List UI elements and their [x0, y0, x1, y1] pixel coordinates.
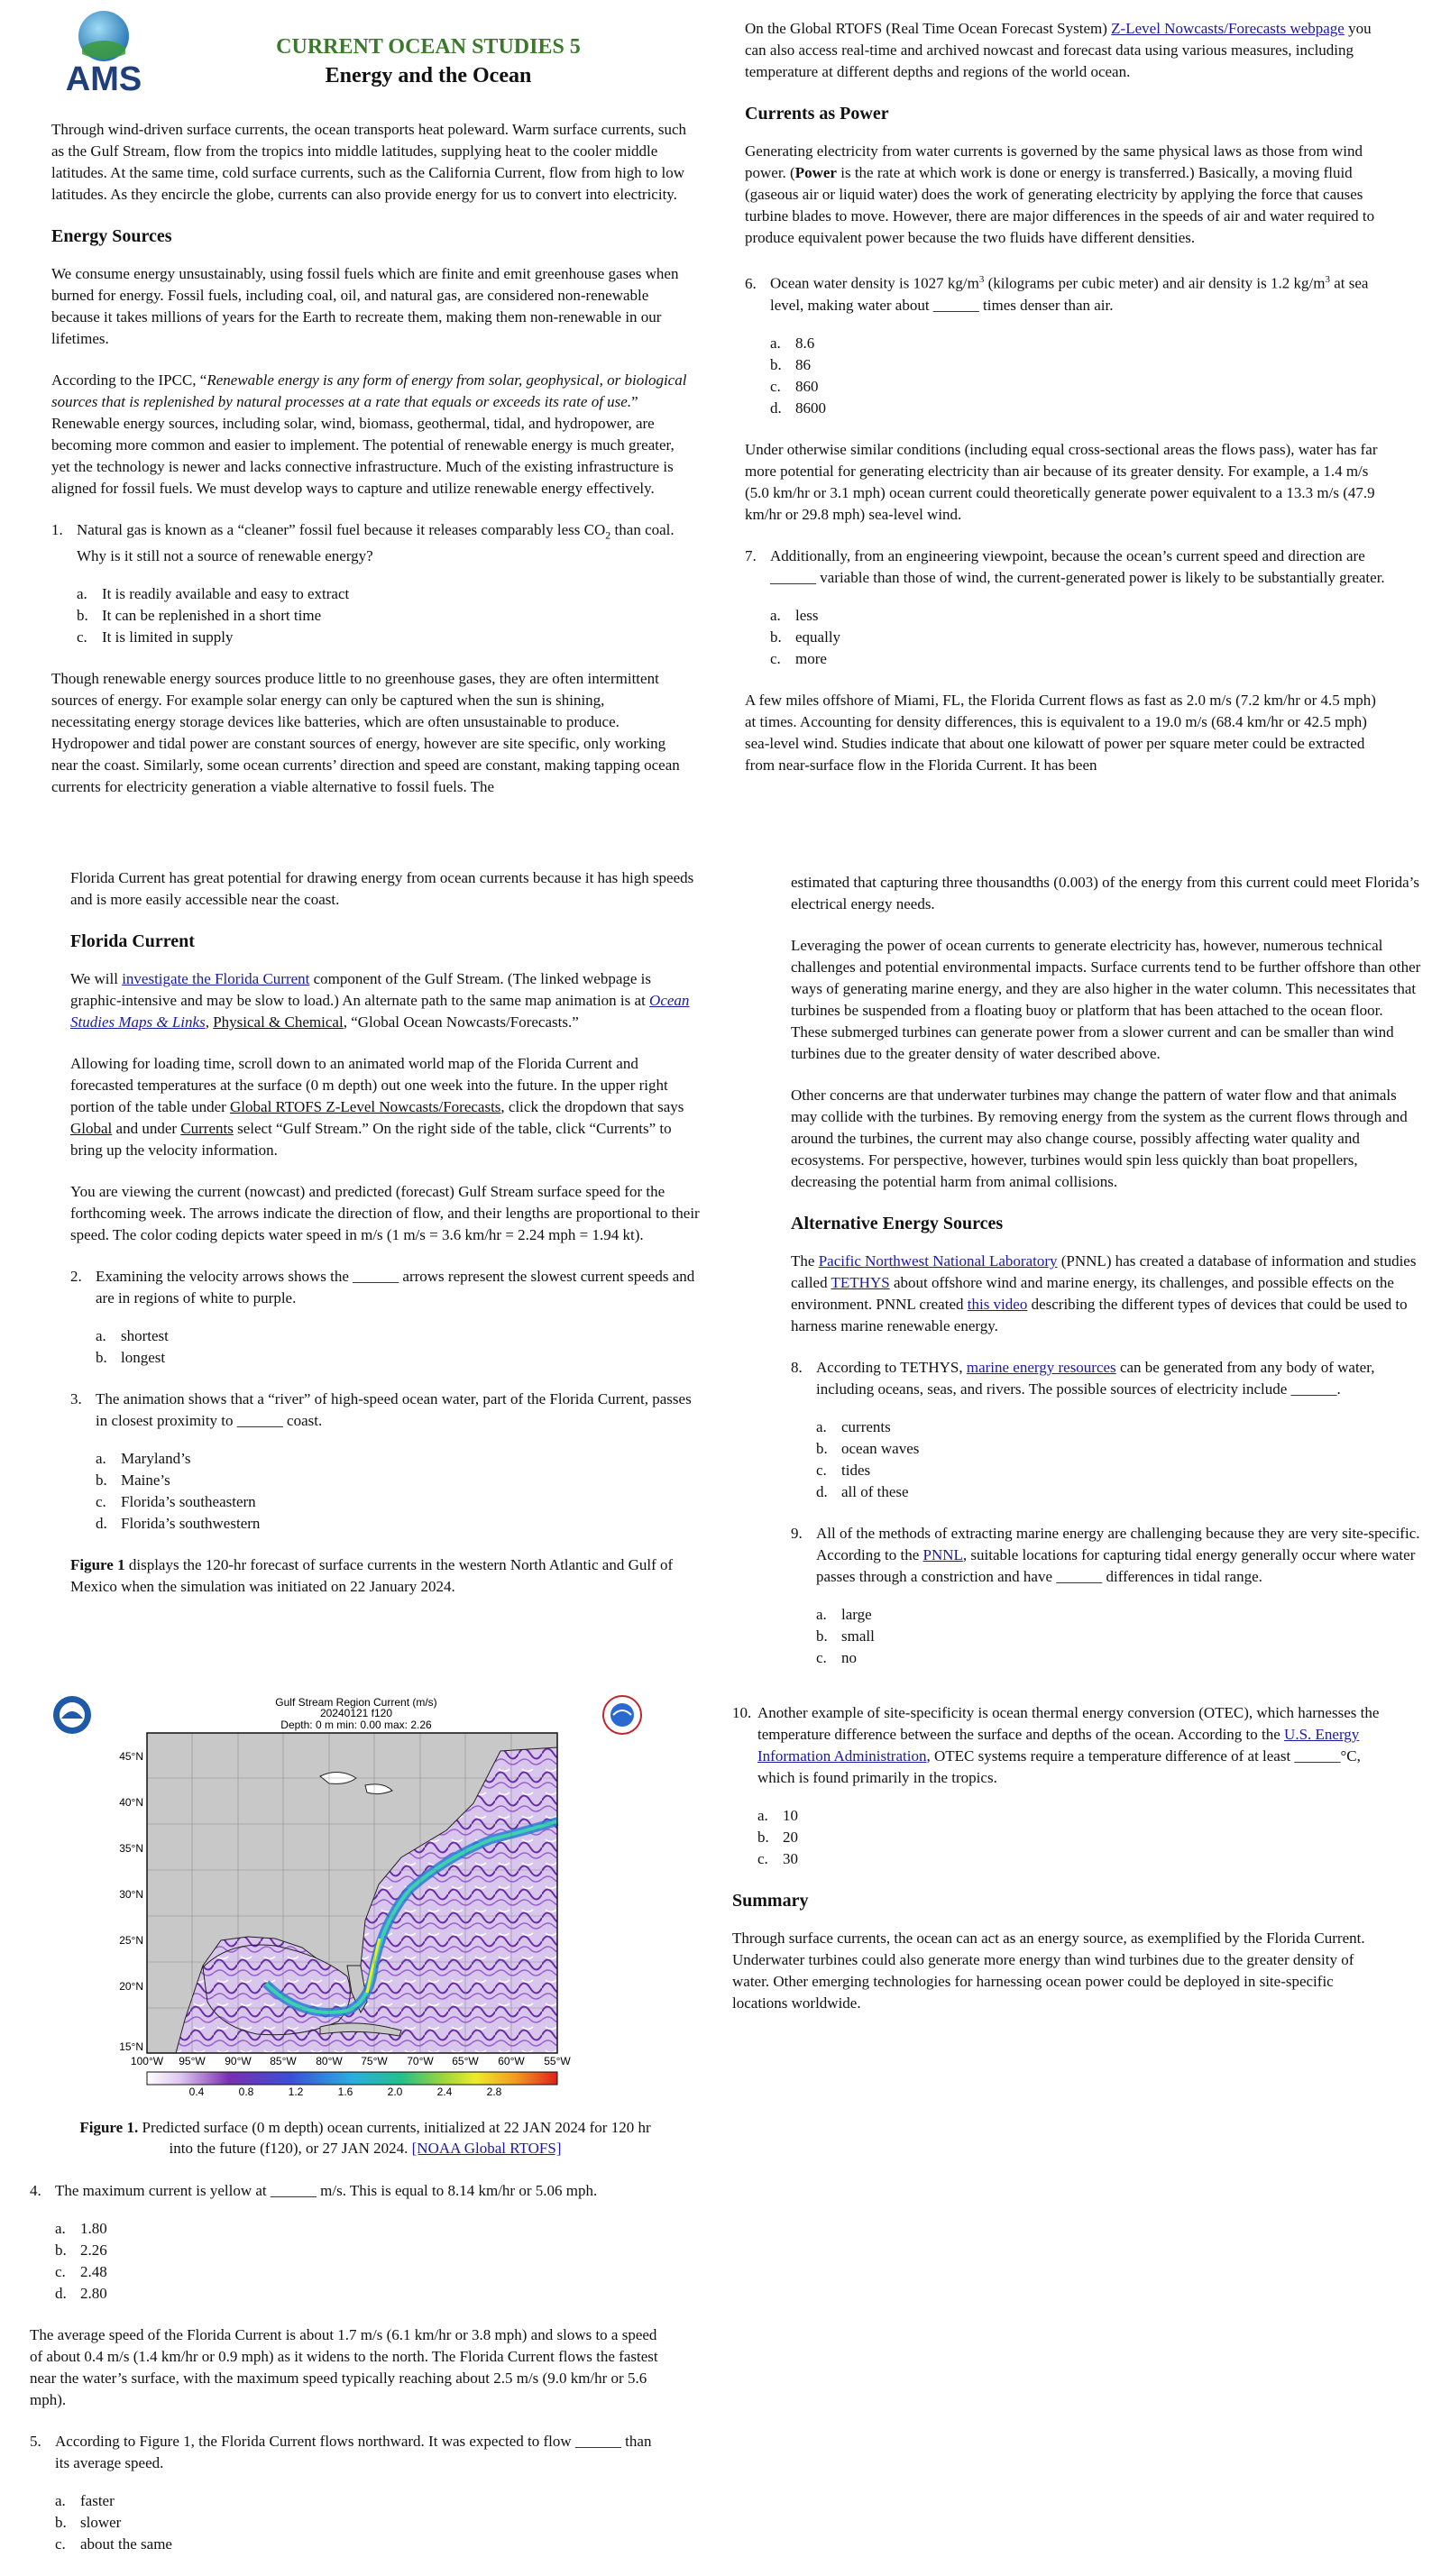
question-6-options: [770, 333, 1390, 419]
colorbar-ticks: [189, 2086, 502, 2098]
florida-p1: We will investigate the Florida Current component of the Gulf Stream. (The linked webpage is graphic-intensive and may be slow to load.) An alternate path to the same map animation is at Ocean Studies Maps & Links, Physical & Chemical, “Global Ocean Nowcasts/Forecasts.”: [70, 970, 690, 1031]
option[interactable]: b. slower: [55, 2514, 122, 2531]
option[interactable]: c. Florida’s southeastern: [96, 1493, 256, 1510]
option[interactable]: b. 20: [757, 1829, 798, 1846]
florida-current-heading: Florida Current: [70, 931, 195, 951]
option[interactable]: a. 10: [757, 1807, 798, 1824]
page-title: Energy and the Ocean: [325, 64, 532, 87]
question-5: 5. According to Figure 1, the Florida Current flows northward. It was expected to flow ______ than its average speed.: [30, 2433, 652, 2471]
lat-label: 25°N: [119, 1934, 143, 1947]
question-1-options: [77, 583, 687, 648]
figure-1: [50, 1695, 645, 2101]
question-8: 8. According to TETHYS, marine energy resources can be generated from any body of water, including oceans, seas, and rivers. The possible sources of electricity include ______.: [791, 1359, 1375, 1398]
option[interactable]: a. shortest: [96, 1327, 169, 1344]
option[interactable]: b. equally: [770, 628, 841, 646]
lon-labels: [131, 2055, 571, 2067]
lat-label: 15°N: [119, 2040, 143, 2053]
pnnl-link[interactable]: Pacific Northwest National Laboratory: [818, 1252, 1058, 1270]
question-2: 2. Examining the velocity arrows shows the ______ arrows represent the slowest current speeds and are in regions of white to purple.: [70, 1268, 695, 1306]
option[interactable]: c. tides: [816, 1462, 871, 1479]
question-10-options: [757, 1805, 1381, 1870]
video-link[interactable]: this video: [967, 1296, 1028, 1313]
lon-label: 90°W: [225, 2055, 252, 2067]
option[interactable]: a. less: [770, 606, 819, 624]
option[interactable]: a. large: [816, 1606, 872, 1623]
lon-label: 80°W: [316, 2055, 343, 2067]
alternative-energy-heading: Alternative Energy Sources: [791, 1214, 1004, 1233]
option[interactable]: c. 860: [770, 377, 819, 395]
question-7: 7. Additionally, from an engineering viewpoint, because the ocean’s current speed and direction are ______ variable than those of wind, the current-generated power is likely to be substantially greater.: [745, 546, 1385, 586]
option[interactable]: b. 2.26: [55, 2241, 107, 2259]
option[interactable]: a. currents: [816, 1418, 891, 1435]
colorbar-tick: 1.2: [288, 2086, 304, 2098]
question-9: 9. All of the methods of extracting marine energy are challenging because they are very site-specific. According to the PNNL, suitable locations for capturing tidal energy generally occur where water passes through a constriction and have ______ differences in tidal range.: [791, 1525, 1420, 1585]
colorbar-tick: 2.8: [486, 2086, 502, 2098]
option[interactable]: c. 2.48: [55, 2263, 107, 2280]
density-paragraph: Under otherwise similar conditions (including equal cross-sectional areas the flows pass), water has far more potential for generating electricity than air because of its greater density. For example, a 1.4 m/s (5.0 km/hr or 3.1 mph) ocean current could theoretically generate power equivalent to a 13.3 m/s (47.9 km/hr or 29.8 mph) sea-level wind.: [745, 440, 1378, 523]
challenges-paragraph: Leveraging the power of ocean currents to generate electricity has, however, numerous technical challenges and potential environmental impacts. Surface currents tend to be further offshore than other ways of generating marine energy, and they are also higher in the water column. This necessitates that turbines be suspended from a floating buoy or platform that has been attached to the ocean floor. These submerged turbines can generate power from a slower current and can be smaller than wind turbines due to the greater density of water described above.: [791, 937, 1421, 1062]
option[interactable]: a. 1.80: [55, 2220, 107, 2237]
figure-title: Gulf Stream Region Current (m/s): [275, 1696, 437, 1709]
colorbar-tick: 0.8: [238, 2086, 254, 2098]
lon-label: 65°W: [452, 2055, 479, 2067]
figure-subtitle: 20240121 f120: [319, 1707, 393, 1719]
right-column-bottom: [732, 1702, 1381, 2034]
option[interactable]: c. 30: [757, 1850, 798, 1867]
option[interactable]: d. all of these: [816, 1483, 909, 1500]
energy-sources-p2: According to the IPCC, “Renewable energy is any form of energy from solar, geophysical, or biological sources that is replenished by natural processes at a rate that equals or exceeds its rate of use.” Renewable energy sources, including solar, wind, biomass, geothermal, tidal, and hydropower, are becoming more common and easier to implement. The potential of renewable energy is much greater, yet the technology is newer and lacks connective infrastructure. Much of the existing infrastructure is aligned for fossil fuels. We must develop ways to capture and utilize renewable energy effectively.: [51, 371, 687, 497]
florida-current-link[interactable]: investigate the Florida Current: [122, 970, 310, 987]
lon-label: 75°W: [361, 2055, 388, 2067]
map-area: [147, 1733, 557, 2053]
question-4-options: [55, 2218, 661, 2305]
currents-as-power-heading: Currents as Power: [745, 104, 889, 124]
energy-sources-p1: We consume energy unsustainably, using fossil fuels which are finite and emit greenhouse gases when burned for energy. Fossil fuels, including coal, oil, and natural gas, are considered non-renewable because it takes millions of years for the Earth to recreate them, making them non-renewable in our lifetimes.: [51, 265, 679, 347]
option[interactable]: b. longest: [96, 1349, 166, 1366]
ams-logo-text: AMS: [65, 60, 142, 98]
lon-label: 100°W: [130, 2055, 164, 2067]
option[interactable]: c. more: [770, 649, 827, 667]
option[interactable]: b. It can be replenished in a short time: [77, 607, 322, 625]
ocean-studies-link[interactable]: Ocean Studies Maps & Links: [70, 992, 690, 1031]
option[interactable]: b. small: [816, 1627, 875, 1645]
nws-logo-icon: [603, 1696, 641, 1734]
figure-depth-line: Depth: 0 m min: 0.00 max: 2.26: [280, 1719, 432, 1731]
option[interactable]: b. 86: [770, 355, 811, 373]
question-4: 4. The maximum current is yellow at ______ m/s. This is equal to 8.14 km/hr or 5.06 mph.: [30, 2182, 598, 2199]
option[interactable]: d. 8600: [770, 399, 826, 417]
question-6: 6. Ocean water density is 1027 $kg/m^3$ (kilograms per cubic meter) and air density is 1.2 $kg/m^3$ at sea level, making water about ______ times denser than air.: [745, 274, 1369, 314]
lat-label: 40°N: [119, 1796, 143, 1809]
florida-p3: You are viewing the current (nowcast) and predicted (forecast) Gulf Stream surface speed for the forthcoming week. The arrows indicate the direction of flow, and their lengths are proportional to their speed. The color coding depicts water speed in m/s (1 m/s = 3.6 km/hr = 2.24 mph = 1.94 kt).: [70, 1183, 700, 1243]
energy-sources-p3: Though renewable energy sources produce little to no greenhouse gases, they are often intermittent sources of energy. For example solar energy can only be captured when the sun is shining, necessitating energy storage devices like batteries, which are often unsustainable to produce. Hydropower and tidal power are constant sources of energy, however are site specific, only working near the coast. Similarly, some ocean currents’ direction and speed are constant, making tapping ocean currents for electricity generation a viable alternative to fossil fuels. The: [51, 670, 680, 796]
colorbar: [147, 2072, 557, 2085]
option[interactable]: d. 2.80: [55, 2285, 107, 2302]
option[interactable]: c. about the same: [55, 2535, 172, 2553]
power-paragraph: Generating electricity from water currents is governed by the same physical laws as those from wind power. (Power is the rate at which work is done or energy is transferred.) Basically, a moving fluid (gaseous air or liquid water) does the work of generating electricity by applying the force that causes turbine blades to move. However, there are major differences in the speeds of air and water required to produce equivalent power because the two fluids have different densities.: [745, 142, 1375, 246]
rtofs-paragraph: On the Global RTOFS (Real Time Ocean Forecast System) Z-Level Nowcasts/Forecasts webpage you can also access real-time and archived nowcast and forecast data using various measures, including temperature at different depths and regions of the world ocean.: [745, 20, 1372, 80]
z-level-link[interactable]: Z-Level Nowcasts/Forecasts webpage: [1111, 20, 1345, 37]
lat-label: 35°N: [119, 1842, 143, 1855]
option[interactable]: a. faster: [55, 2492, 115, 2509]
lon-label: 60°W: [498, 2055, 525, 2067]
lat-labels: [119, 1750, 143, 2053]
question-9-options: [816, 1604, 1422, 1669]
left-column-top: [51, 119, 687, 818]
question-3-options: [96, 1448, 702, 1535]
marine-energy-link[interactable]: marine energy resources: [966, 1359, 1116, 1376]
tethys-link[interactable]: TETHYS: [831, 1274, 890, 1291]
lon-label: 85°W: [270, 2055, 297, 2067]
lon-label: 70°W: [407, 2055, 434, 2067]
lat-label: 45°N: [119, 1750, 143, 1763]
right-column-top: [745, 18, 1390, 796]
average-speed-paragraph: The average speed of the Florida Current is about 1.7 m/s (6.1 km/hr or 3.8 mph) and slows to a speed of about 0.4 m/s (1.4 km/hr or 0.9 mph) as it widens to the north. The Florida Current flows the fastest near the water’s surface, with the maximum speed typically reaching about 2.5 m/s (9.0 km/hr or 5.6 mph).: [30, 2326, 658, 2408]
current-map-figure: [50, 1695, 645, 2101]
miami-paragraph: A few miles offshore of Miami, FL, the Florida Current flows as fast as 2.0 m/s (7.2 km/hr or 4.5 mph) at times. Accounting for density differences, this is equivalent to a 19.0 m/s (68.4 km/hr or 42.5 mph) sea-level wind. Studies indicate that about one kilowatt of power per square meter could be extracted from near-surface flow in the Florida Current. It has been: [745, 691, 1376, 774]
lat-label: 20°N: [119, 1980, 143, 1993]
eia-link[interactable]: U.S. Energy Information Administration: [757, 1726, 1360, 1765]
pnnl-paragraph: The Pacific Northwest National Laboratory (PNNL) has created a database of information and studies called TETHYS about offshore wind and marine energy, its challenges, and possible effects on the environment. PNNL created this video describing the different types of devices that could be used to harness marine renewable energy.: [791, 1252, 1417, 1334]
option[interactable]: b. Maine’s: [96, 1471, 170, 1489]
option[interactable]: a. It is readily available and easy to extract: [77, 585, 350, 603]
option[interactable]: c. no: [816, 1649, 857, 1666]
series-title: CURRENT OCEAN STUDIES 5: [276, 35, 581, 59]
florida-continuation: Florida Current has great potential for drawing energy from ocean currents because it has high speeds and is more easily accessible near the coast.: [70, 869, 694, 908]
colorbar-tick: 2.0: [387, 2086, 403, 2098]
option[interactable]: b. ocean waves: [816, 1440, 920, 1457]
pnnl-tidal-link[interactable]: PNNL: [922, 1546, 963, 1563]
noaa-rtofs-link[interactable]: [NOAA Global RTOFS]: [411, 2140, 562, 2157]
colorbar-tick: 2.4: [436, 2086, 453, 2098]
question-5-options: [55, 2490, 661, 2555]
lon-label: 55°W: [544, 2055, 571, 2067]
question-3: 3. The animation shows that a “river” of high-speed ocean water, part of the Florida Current, passes in closest proximity to ______ coast.: [70, 1390, 692, 1429]
figure-reference: Figure 1 displays the 120-hr forecast of surface currents in the western North Atlantic and Gulf of Mexico when the simulation was initiated on 22 January 2024.: [70, 1556, 674, 1595]
lat-label: 30°N: [119, 1888, 143, 1901]
question-8-options: [816, 1416, 1422, 1503]
figure-caption: Figure 1. Predicted surface (0 m depth) ocean currents, initialized at 22 JAN 2024 for 120 hr into the future (f120), or 27 JAN 2024. [NOAA Global RTOFS]: [79, 2119, 651, 2157]
concerns-paragraph: Other concerns are that underwater turbines may change the pattern of water flow and that animals may collide with the turbines. By removing energy from the system as the current flows through and around the turbines, the current may also change course, possibly affecting water quality and ecosystems. For perspective, however, turbines would spin less quickly than boat propellers, decreasing the potential harm from animal collisions.: [791, 1086, 1408, 1190]
option[interactable]: a. 8.6: [770, 334, 815, 352]
colorbar-tick: 1.6: [337, 2086, 353, 2098]
intro-paragraph: Through wind-driven surface currents, the ocean transports heat poleward. Warm surface currents, such as the Gulf Stream, flow from the tropics into middle latitudes, supplying heat to the cooler middle latitudes. At the same time, cold surface currents, such as the California Current, flow from high to low latitudes. As they encircle the globe, currents can also provide energy for us to convert into electricity.: [51, 121, 687, 203]
estimated-continuation: estimated that capturing three thousandths (0.003) of the energy from this current could meet Florida’s electrical energy needs.: [791, 874, 1419, 912]
option[interactable]: a. Maryland’s: [96, 1450, 191, 1467]
noaa-logo-icon: [53, 1696, 91, 1734]
lower-left-section: [30, 2180, 661, 2575]
florida-current-section: [70, 867, 702, 1618]
question-1: 1. Natural gas is known as a “cleaner” fossil fuel because it releases comparably less $CO_2$ than coal. Why is it still not a source of renewable energy?: [51, 521, 675, 565]
option[interactable]: d. Florida’s southwestern: [96, 1515, 261, 1532]
summary-paragraph: Through surface currents, the ocean can act as an energy source, as exemplified by the Florida Current. Underwater turbines could also generate more energy than wind turbines due to the greater density of water. Other emerging technologies for harnessing ocean power could be deployed in site-specific locations worldwide.: [732, 1930, 1365, 2012]
ams-logo: [50, 7, 158, 97]
right-column-mid: [791, 872, 1422, 1689]
florida-p2: Allowing for loading time, scroll down to an animated world map of the Florida Current and forecasted temperatures at the surface (0 m depth) out one week into the future. In the upper right portion of the table under Global RTOFS Z-Level Nowcasts/Forecasts, click the dropdown that says Global and under Currents select “Gulf Stream.” On the right side of the table, click “Currents” to bring up the velocity information.: [70, 1055, 684, 1159]
lon-label: 95°W: [179, 2055, 206, 2067]
colorbar-tick: 0.4: [188, 2086, 205, 2098]
question-7-options: [770, 605, 1390, 670]
energy-sources-heading: Energy Sources: [51, 226, 172, 246]
question-2-options: [96, 1325, 702, 1369]
summary-heading: Summary: [732, 1891, 809, 1911]
question-10: 10. Another example of site-specificity is ocean thermal energy conversion (OTEC), which harnesses the temperature difference between the surface and depths of the ocean. According to the U.S. Energy Information Administration, OTEC systems require a temperature difference of at least ______°C, which is found primarily in the tropics.: [732, 1704, 1380, 1786]
option[interactable]: c. It is limited in supply: [77, 628, 234, 646]
